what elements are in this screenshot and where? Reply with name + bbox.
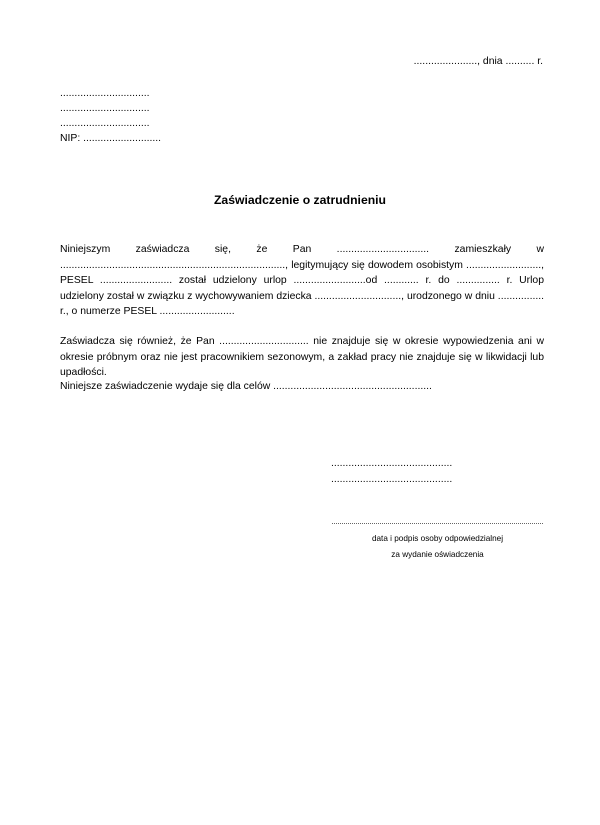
sender-block [60,86,161,146]
signature-caption-line-2: za wydanie oświadczenia [391,550,484,559]
sender-line-1: ............................... [60,88,150,99]
signature-dot-line-2: .......................................... [331,473,453,485]
body-paragraph-purpose: Niniejsze zaświadczenie wydaje się dla celów ....................................................... [60,381,432,392]
signature-dots [331,456,452,487]
body-paragraph-status: Zaświadcza się również, że Pan ............................... nie znajduje się w okresie wypowiedzenia ani w okresie próbnym oraz nie jest pracownikiem sezonowym, a zakład pracy nie znajduje się w likwidacji lub upadłości. [60,336,544,379]
signature-line [332,523,543,524]
signature-caption-line-1: data i podpis osoby odpowiedzialnej [371,534,504,543]
body-paragraph-employment: Niniejszym zaświadcza się, że Pan ................................ zamieszkały w .............................................................................., legitymujący się dowodem osobistym .........................., PESEL ......................... został udzielony urlop .........................od ............ r. do ............... r. Urlop udzielony został w związku z wychowywaniem dziecka .............................., urodzonego w dniu ................ r., o numerze PESEL .......................... [60,244,544,318]
sender-nip-line: NIP: ........................... [60,133,162,144]
date-line: ......................, dnia .......... r. [413,56,543,67]
sender-line-3: ............................... [60,118,150,129]
sender-line-2: ............................... [60,103,150,114]
document-title: Zaświadczenie o zatrudnieniu [213,193,386,207]
signature-dot-line-1: .......................................... [331,458,453,469]
signature-caption [332,531,543,563]
